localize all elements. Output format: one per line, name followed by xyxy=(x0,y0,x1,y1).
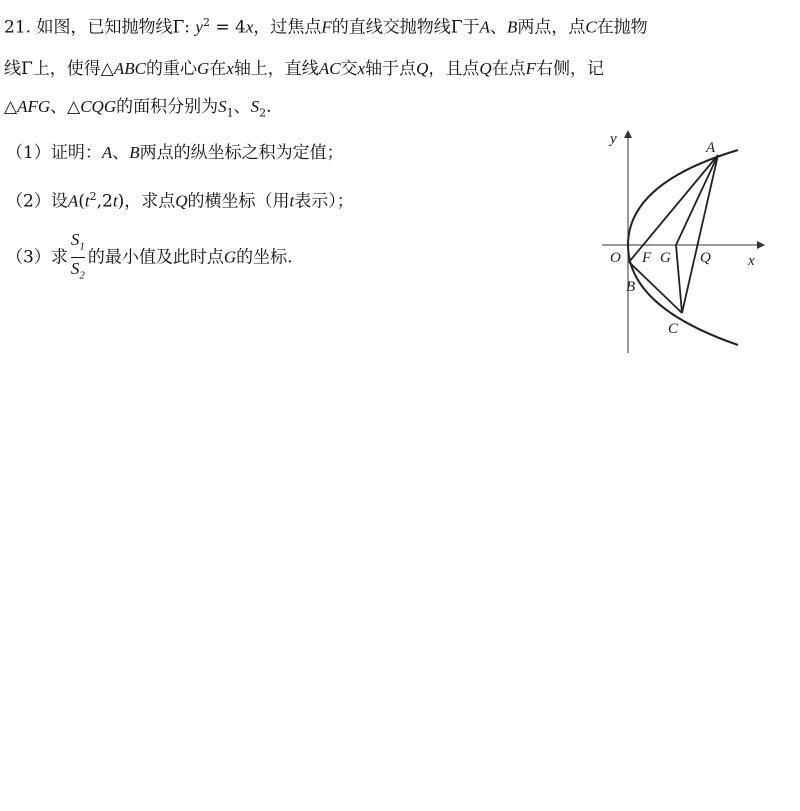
label-C: C xyxy=(668,321,679,337)
question-3: （3）求 $\frac{S_1}{S_2}$ 的最小值及此时点G的坐标. xyxy=(6,230,293,286)
label-F: F xyxy=(642,250,652,266)
label-O: O xyxy=(610,250,621,266)
label-Q: Q xyxy=(700,250,711,266)
problem-statement-line-1: 21. 如图，已知抛物线Γ: $y^2 = 4x$，过焦点F的直线交抛物线Γ于A、B两点，点C在抛物 xyxy=(4,16,648,38)
parabola-curve xyxy=(628,150,738,345)
question-3-label: （3） xyxy=(6,247,51,268)
problem-number: 21. xyxy=(4,17,32,38)
label-G: G xyxy=(660,250,671,266)
label-A: A xyxy=(706,140,716,156)
y-axis-arrow xyxy=(624,130,632,138)
problem-statement-line-2: 线Γ上，使得△ABC的重心G在x轴上，直线AC交x轴于点Q，且点Q在点F右侧，记 xyxy=(4,59,605,79)
fraction-s1-over-s2: $\frac{S_1}{S_2}$ xyxy=(70,230,85,282)
label-y-axis: y xyxy=(610,131,617,147)
line-AB xyxy=(629,155,718,262)
label-B: B xyxy=(626,279,636,295)
question-1: （1）证明：A、B两点的纵坐标之积为定值； xyxy=(6,143,344,163)
line-BC xyxy=(629,262,682,313)
question-1-label: （1） xyxy=(6,143,51,163)
question-2: （2）设$A(t^2,2t)$，求点Q的横坐标（用t表示）； xyxy=(6,190,354,212)
parabola-figure xyxy=(590,125,770,360)
label-x-axis: x xyxy=(748,253,755,269)
line-AG xyxy=(676,155,718,245)
question-2-label: （2） xyxy=(6,191,51,212)
line-AC xyxy=(682,155,718,313)
x-axis-arrow xyxy=(757,241,765,249)
problem-statement-line-3: △AFG、△CQG的面积分别为$S_1$、$S_2$. xyxy=(4,97,272,120)
line-GC xyxy=(676,245,682,313)
